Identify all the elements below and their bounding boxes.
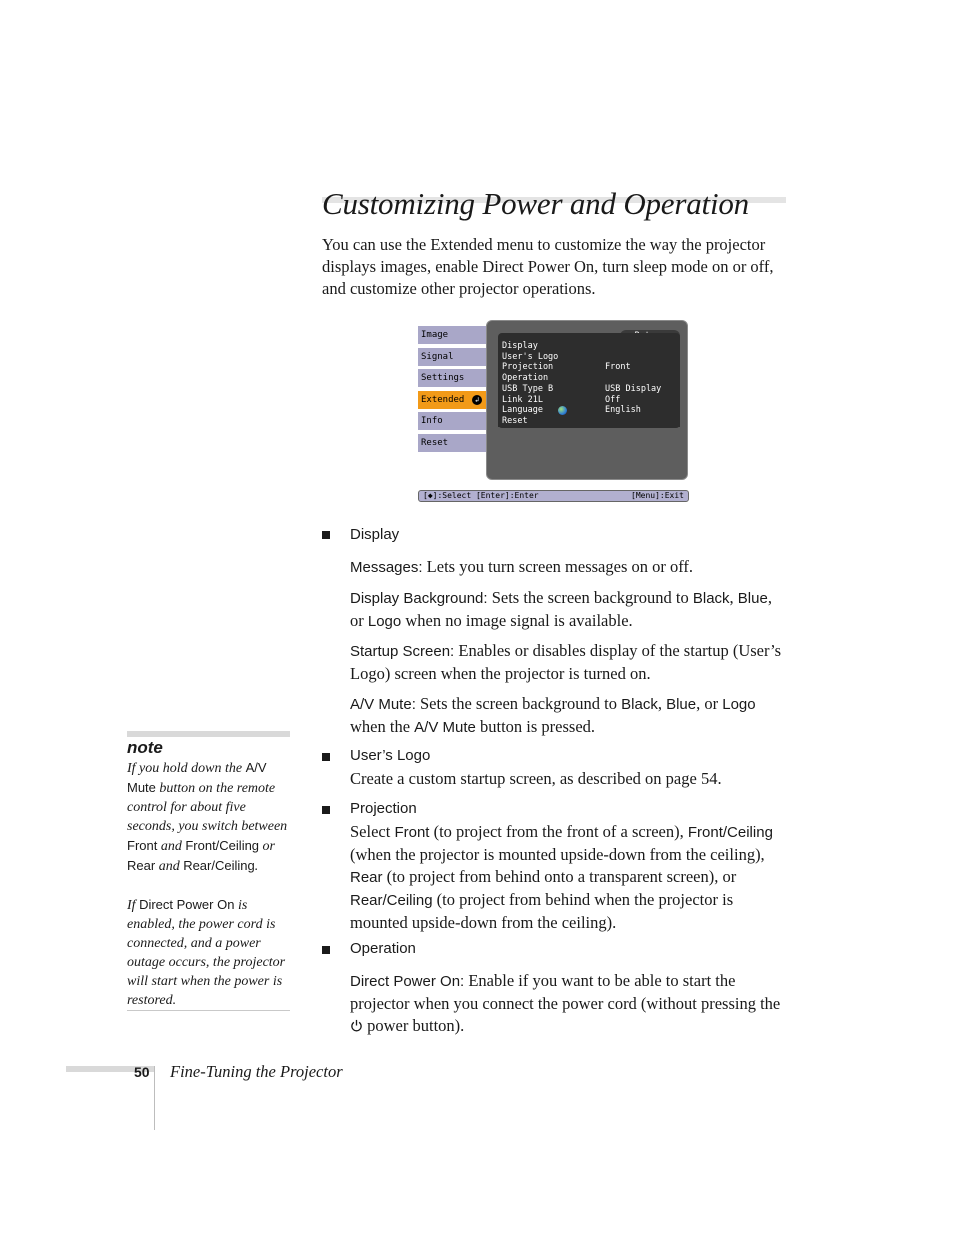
text: , (657, 694, 667, 713)
menu-row-label: Projection (502, 362, 554, 373)
menu-row-reset[interactable] (498, 416, 680, 427)
note-text (127, 758, 290, 1010)
menu-tab-signal[interactable]: Signal (418, 348, 486, 366)
direct-power-on-paragraph (350, 970, 786, 1037)
menu-row-label: User's Logo (502, 351, 559, 362)
menu-row-label: Language (502, 405, 543, 416)
text: (to project from behind when the projector is mounted upside-down from the ceiling). (350, 890, 734, 932)
text: (when the projector is mounted upside-down from the ceiling), (350, 845, 765, 864)
text: Select (350, 822, 395, 841)
extended-menu-screenshot (418, 320, 690, 506)
note-rule (127, 731, 290, 737)
menu-footer-exit: [Menu]:Exit (631, 491, 684, 500)
av-mute-paragraph (350, 693, 786, 739)
menu-row-usb-type-b[interactable] (498, 384, 680, 395)
term: A/V Mute (127, 760, 267, 795)
page-number: 50 (134, 1064, 150, 1080)
note-bottom-rule (127, 1010, 290, 1011)
text: Enable if you want to be able to start the projector when you connect the power cord (without pressing the (350, 971, 781, 1013)
term: Logo (722, 696, 756, 713)
text: is enabled, the power cord is connected, and a power outage occurs, the projector will start when the power is restored. (127, 898, 286, 1008)
menu-row-language[interactable] (498, 405, 680, 416)
menu-footer-select-enter: [◆]:Select [Enter]:Enter (423, 491, 539, 500)
power-icon (350, 1019, 363, 1032)
note-title: note (127, 738, 163, 757)
term: A/V Mute: (350, 696, 416, 713)
term: Rear/Ceiling (350, 892, 433, 909)
bullet-icon (322, 750, 332, 760)
startup-screen-paragraph (350, 640, 786, 685)
users-logo-paragraph: Create a custom startup screen, as described on page 54. (350, 769, 722, 788)
menu-tab-extended-label: Extended (421, 395, 465, 405)
item-heading-operation: Operation (350, 940, 416, 957)
menu-tab-reset[interactable]: Reset (418, 434, 486, 452)
menu-tab-image[interactable]: Image (418, 326, 486, 344)
text: button is pressed. (475, 717, 596, 736)
text: (to project from the front of a screen), (429, 822, 688, 841)
term: Direct Power On (139, 897, 235, 912)
menu-options-list (498, 333, 680, 428)
term: Rear/Ceiling (183, 858, 255, 873)
text: If (127, 898, 140, 913)
text: , or (696, 694, 723, 713)
term: Blue (737, 590, 768, 607)
menu-row-value: USB Display (605, 383, 662, 394)
term: Messages: (350, 559, 423, 576)
text: (to project from behind onto a transparent screen), or (382, 867, 737, 886)
page-title: Customizing Power and Operation (322, 186, 749, 221)
item-heading-display: Display (350, 526, 400, 543)
text: . (254, 859, 259, 874)
bullet-icon (322, 943, 332, 953)
term: Display Background: (350, 590, 488, 607)
text: and (157, 839, 186, 854)
text: Lets you turn screen messages on or off. (422, 557, 694, 576)
display-background-paragraph (350, 587, 786, 633)
term: Direct Power On: (350, 973, 465, 990)
menu-row-label: Reset (502, 415, 528, 426)
term: Black (692, 590, 730, 607)
menu-row-display[interactable] (498, 341, 680, 352)
item-heading-users-logo: User’s Logo (350, 747, 431, 764)
text: when no image signal is available. (401, 611, 633, 630)
text: or (259, 839, 275, 854)
text: Sets the screen background to (487, 588, 693, 607)
chapter-title: Fine-Tuning the Projector (170, 1062, 343, 1081)
text: button on the remote control for about five seconds, you switch between (127, 781, 288, 834)
term: Front/Ceiling (687, 824, 773, 841)
intro-paragraph: You can use the Extended menu to customize the way the projector displays images, enable Direct Power On, turn sleep mode on or off, and customize other projector operations. (322, 235, 774, 298)
menu-tab-extended[interactable] (418, 391, 486, 409)
bullet-icon (322, 803, 332, 813)
term: A/V Mute (414, 719, 476, 736)
text: when the (350, 717, 415, 736)
projection-paragraph (350, 821, 786, 934)
menu-row-label: Link 21L (502, 394, 543, 405)
footer-divider (154, 1066, 155, 1130)
term: Blue (666, 696, 697, 713)
menu-row-operation[interactable] (498, 373, 680, 384)
menu-row-value: English (605, 405, 641, 416)
menu-panel (486, 320, 688, 480)
term: Front/Ceiling (185, 838, 260, 853)
menu-row-label: USB Type B (502, 383, 554, 394)
text: If you hold down the (127, 761, 246, 776)
bullet-icon (322, 528, 332, 538)
term: Logo (367, 613, 402, 630)
enter-icon: ↲ (472, 395, 482, 405)
text: power button). (363, 1016, 465, 1035)
menu-tab-info[interactable]: Info (418, 412, 486, 430)
term: Black (621, 696, 658, 713)
menu-row-value: Front (605, 362, 631, 373)
menu-tab-settings[interactable]: Settings (418, 369, 486, 387)
text: and (155, 859, 184, 874)
item-heading-projection: Projection (350, 800, 417, 817)
text: , (729, 588, 738, 607)
menu-row-projection[interactable] (498, 362, 680, 373)
term: Front (127, 838, 158, 853)
display-messages-paragraph (350, 556, 786, 579)
menu-row-value: Off (605, 394, 621, 405)
term: Startup Screen: (350, 643, 455, 660)
term: Front (394, 824, 430, 841)
text: Enables or disables display of the startup (User’s Logo) screen when the projector is turned on. (350, 641, 782, 683)
menu-row-users-logo[interactable] (498, 352, 680, 363)
text: Sets the screen background to (415, 694, 622, 713)
menu-row-label: Display (502, 341, 538, 351)
menu-footer-bar (418, 490, 689, 502)
menu-row-link-21l[interactable] (498, 395, 680, 406)
term: Rear (350, 869, 383, 886)
text: , or (350, 588, 772, 630)
globe-icon (558, 406, 567, 415)
term: Rear (127, 858, 156, 873)
menu-row-label: Operation (502, 373, 549, 384)
